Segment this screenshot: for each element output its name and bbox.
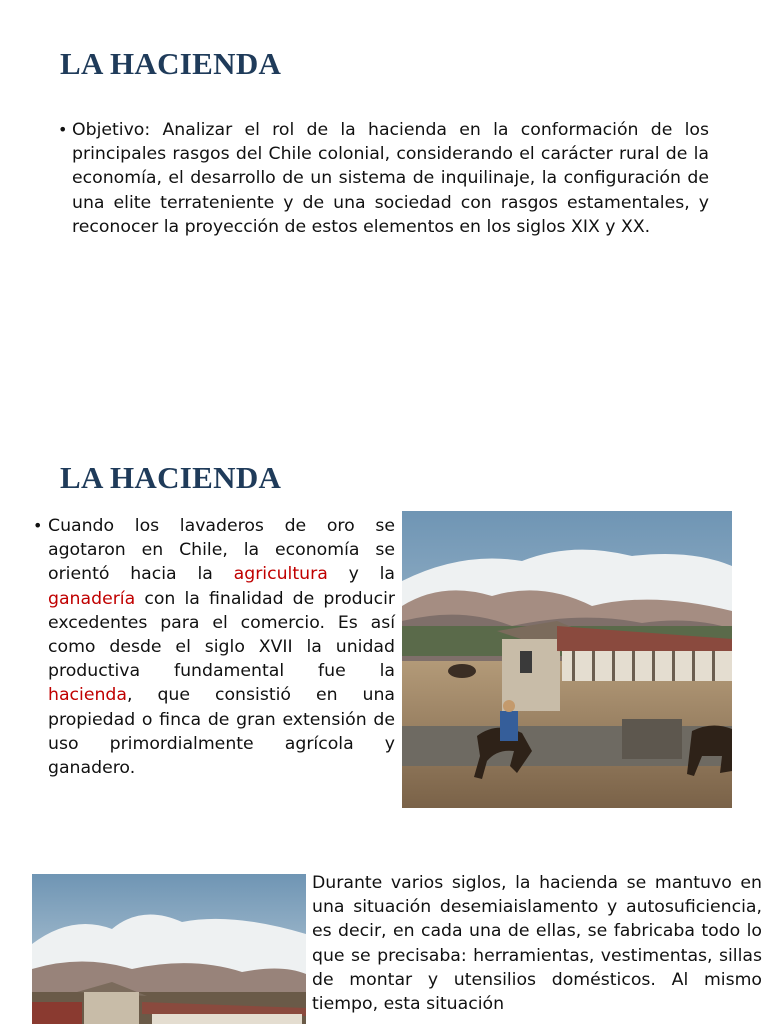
text-segment: , que consistió en una propiedad o finca de gran extensión de uso primordialmente agrícola y ganadero. <box>48 685 395 779</box>
text-segment: y la <box>327 564 396 585</box>
slide2-title: LA HACIENDA <box>60 460 282 495</box>
hacienda-painting-2 <box>32 874 306 1024</box>
highlight-hacienda: hacienda <box>48 685 127 706</box>
slide3-paragraph: Durante varios siglos, la hacienda se mantuvo en una situación desemiaislamento y autosuficiencia, es decir, en cada una de ellas, se fabricaba todo lo que se precisaba: herramientas, vestimentas, sillas de montar y utensilios domésticos. Al mismo tiempo, esta situación <box>312 873 762 1015</box>
slide2-bullet <box>48 514 395 780</box>
highlight-ganaderia: ganadería <box>48 588 136 609</box>
bullet-marker: • <box>58 120 68 139</box>
slide1-title: LA HACIENDA <box>60 46 282 81</box>
highlight-agricultura: agricultura <box>233 564 328 585</box>
text-segment: con la finalidad de producir excedentes para el comercio. Es así como desde el siglo XVII la unidad productiva fundamental fue la <box>48 588 395 682</box>
slide1-bullet: Objetivo: Analizar el rol de la hacienda en la conformación de los principales rasgos del Chile colonial, considerando el carácter rural de la economía, el desarrollo de un sistema de inquilinaje, la configuración de una elite terrateniente y de una sociedad con rasgos estamentales, y reconocer la proyección de estos elementos en los siglos XIX y XX. <box>72 120 709 237</box>
text-segment: Cuando los lavaderos de oro se agotaron en Chile, la economía se orientó hacia la <box>48 516 395 585</box>
bullet-marker: • <box>33 516 43 535</box>
hacienda-painting <box>402 511 732 808</box>
